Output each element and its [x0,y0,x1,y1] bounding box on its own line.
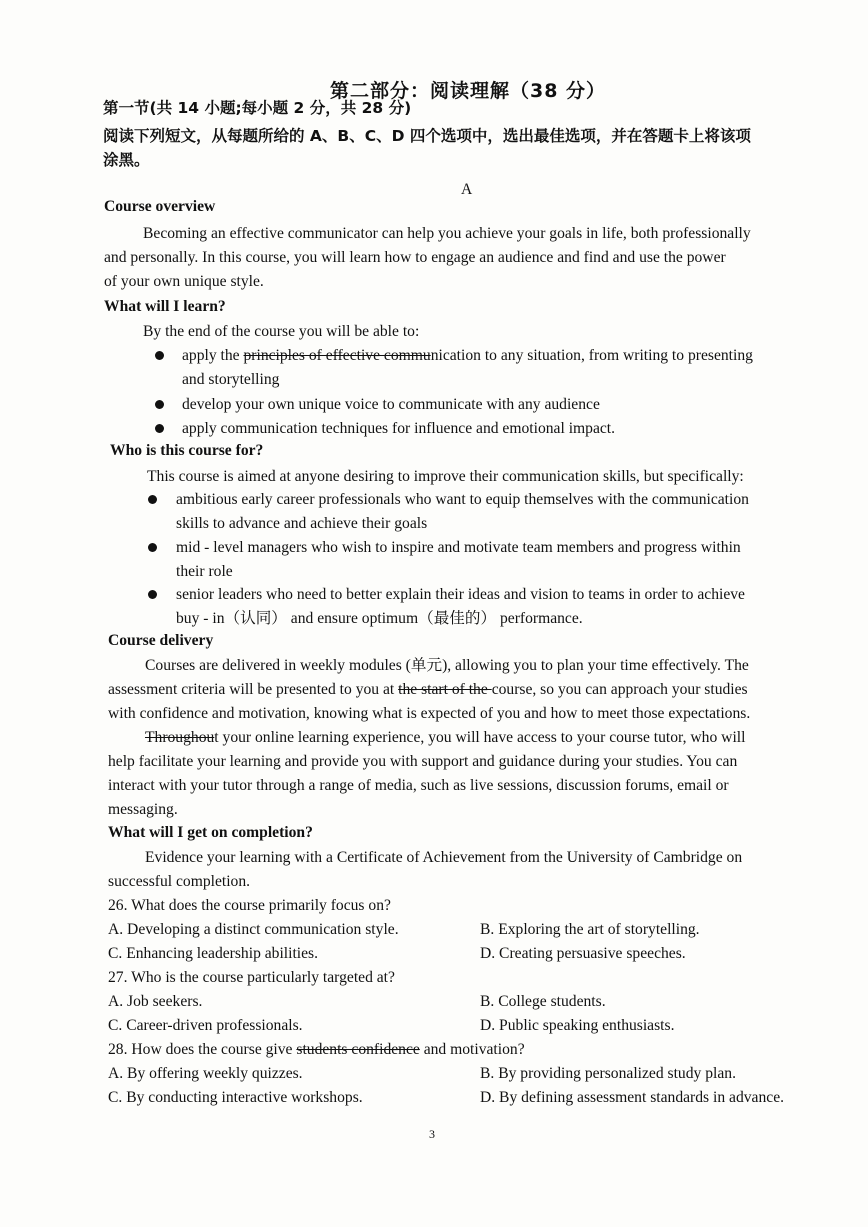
completion-heading: What will I get on completion? [108,824,313,841]
delivery-p1-line-2-post: course, so you can approach your studies [491,681,748,698]
for-bullet-3-line-1: senior leaders who need to better explain their ideas and vision to teams in order to achieve [176,586,745,603]
question-28-stem-post: and motivation? [419,1041,525,1058]
for-bullet-3-line-2: buy - in（认同） and ensure optimum（最佳的） performance. [176,610,583,627]
question-28-stem-struck: students confidence [296,1041,420,1058]
learn-bullet-3: apply communication techniques for influence and emotional impact. [182,420,616,437]
learn-bullet-1-pre: apply the [182,347,244,364]
part-title: 第二部分：阅读理解（38 分） [330,80,607,102]
delivery-p2-line-1-struck: Throughou [145,729,215,746]
question-28-option-a: A. By offering weekly quizzes. [108,1065,303,1082]
question-28-option-b: B. By providing personalized study plan. [480,1065,736,1082]
overview-line-2: and personally. In this course, you will learn how to engage an audience and find and use the power [104,249,726,266]
question-27-option-c: C. Career-driven professionals. [108,1017,303,1034]
overview-heading: Course overview [104,198,216,215]
for-bullet-2-line-2: their role [176,563,233,580]
question-28-option-d: D. By defining assessment standards in advance. [480,1089,785,1106]
question-27-stem: 27. Who is the course particularly targeted at? [108,969,395,986]
passage-label: A [461,181,473,198]
instructions-line-1: 阅读下列短文，从每题所给的 A、B、C、D 四个选项中，选出最佳选项，并在答题卡上将该项 [103,127,751,145]
completion-line-1: Evidence your learning with a Certificate of Achievement from the University of Cambridge on [145,849,743,866]
learn-bullet-1-post: nication to any situation, from writing to presenting [430,347,753,364]
bullet-icon [155,424,164,433]
section-heading: 第一节(共 14 小题;每小题 2 分，共 28 分) [103,99,412,117]
question-27-option-b: B. College students. [480,993,606,1010]
delivery-p1-line-2-pre: assessment criteria will be presented to you at [108,681,399,698]
question-26-stem: 26. What does the course primarily focus on? [108,897,391,914]
bullet-icon [155,400,164,409]
delivery-p2-line-4: messaging. [108,801,178,818]
question-26-option-c: C. Enhancing leadership abilities. [108,945,319,962]
delivery-p2-line-3: interact with your tutor through a range of media, such as live sessions, discussion forums, email or [108,777,729,794]
question-26-option-a: A. Developing a distinct communication style. [108,921,399,938]
learn-bullet-1 [182,344,753,368]
bullet-icon [148,495,157,504]
delivery-p2-line-1 [145,726,745,750]
completion-line-2: successful completion. [108,873,251,890]
delivery-heading: Course delivery [108,632,214,649]
overview-line-3: of your own unique style. [104,273,264,290]
for-bullet-2-line-1: mid - level managers who wish to inspire and motivate team members and progress within [176,539,741,556]
for-bullet-1-line-2: skills to advance and achieve their goals [176,515,428,532]
question-28-stem-pre: 28. How does the course give [108,1041,297,1058]
learn-bullet-2: develop your own unique voice to communicate with any audience [182,396,600,413]
bullet-icon [148,543,157,552]
delivery-p1-line-1: Courses are delivered in weekly modules (单元), allowing you to plan your time effectively. The [145,657,749,674]
question-26-option-d: D. Creating persuasive speeches. [480,945,686,962]
delivery-p1-line-2 [108,678,748,702]
question-27-option-a: A. Job seekers. [108,993,203,1010]
bullet-icon [155,351,164,360]
instructions-line-2: 涂黑。 [103,151,150,169]
learn-bullet-1-struck: principles of effective commu [243,347,431,364]
question-26-option-b: B. Exploring the art of storytelling. [480,921,700,938]
learn-intro: By the end of the course you will be able to: [143,323,420,340]
for-heading: Who is this course for? [110,442,264,459]
learn-bullet-1-line-2: and storytelling [182,371,280,388]
delivery-p1-line-3: with confidence and motivation, knowing what is expected of you and how to meet those expectations. [108,705,751,722]
delivery-p2-line-2: help facilitate your learning and provide you with support and guidance during your studies. You can [108,753,738,770]
question-27-option-d: D. Public speaking enthusiasts. [480,1017,675,1034]
bullet-icon [148,590,157,599]
question-28-stem [108,1038,525,1062]
delivery-p1-line-2-struck: the start of the [398,681,492,698]
page-number: 3 [429,1127,435,1141]
delivery-p2-line-1-post: t your online learning experience, you will have access to your course tutor, who will [214,729,746,746]
question-28-option-c: C. By conducting interactive workshops. [108,1089,363,1106]
learn-heading: What will I learn? [104,298,226,315]
overview-line-1: Becoming an effective communicator can help you achieve your goals in life, both professionally [143,225,751,242]
for-intro: This course is aimed at anyone desiring to improve their communication skills, but specifically: [147,468,744,485]
for-bullet-1-line-1: ambitious early career professionals who want to equip themselves with the communication [176,491,749,508]
